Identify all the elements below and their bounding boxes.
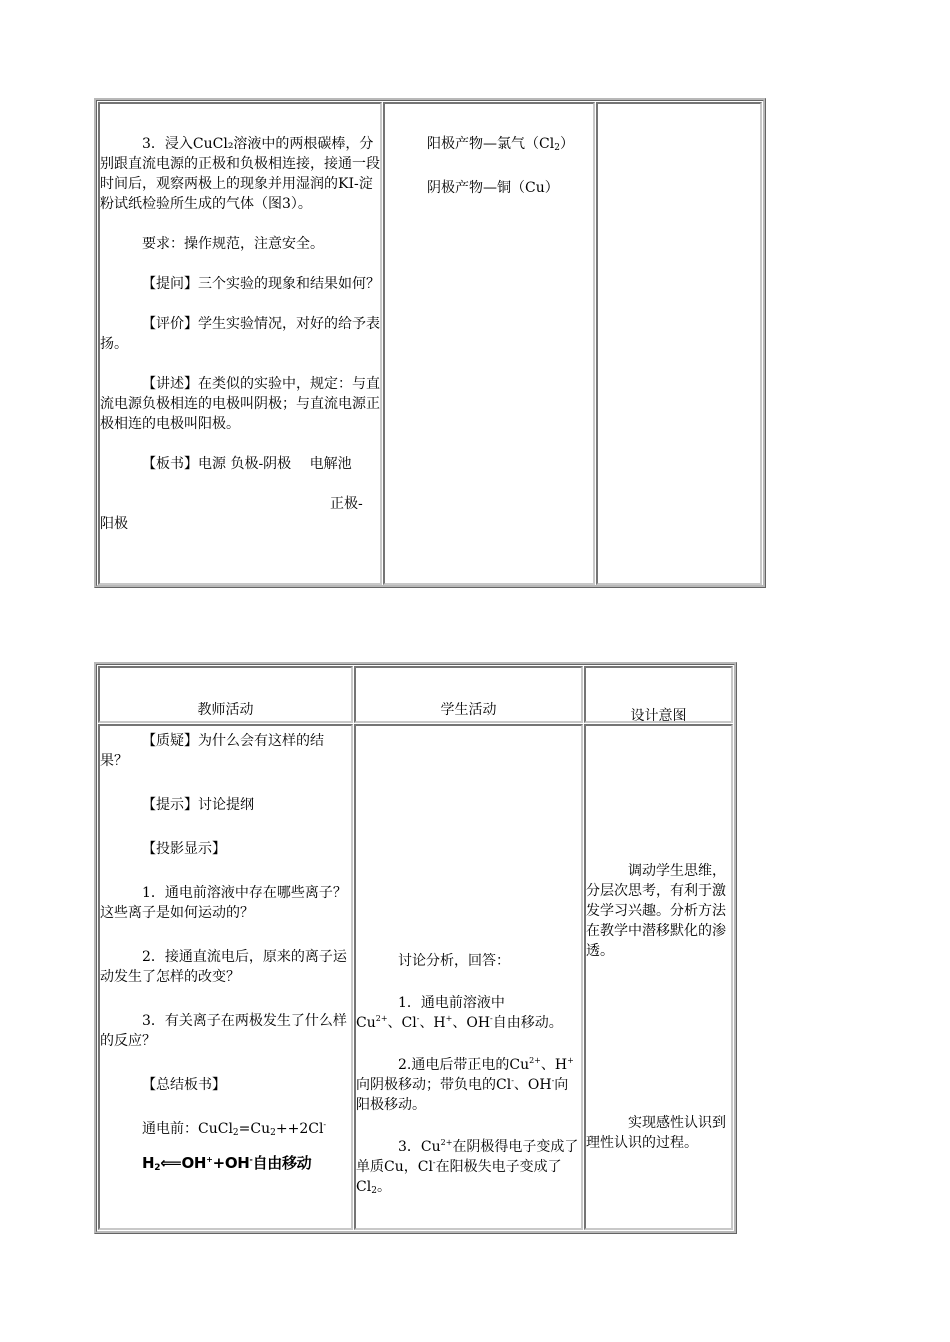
student-activity-cell-2 <box>354 724 583 1230</box>
anode-product: 阳极产物—氯气$(Cl_2)$ <box>427 136 574 153</box>
teacher-activity-cell-2 <box>98 724 353 1230</box>
experiment-3-text: 3．浸入CuCl₂溶液中的两根碳棒，分别跟直流电源的正极和负极相连接，接通一段时间后，观察两极上的现象并用湿润的KI-淀粉试纸检验所生成的气体（图3）。 <box>100 136 380 212</box>
design-intent-cell <box>596 102 762 585</box>
evaluation-text: 【评价】学生实验情况，对好的给予表扬。 <box>100 316 380 352</box>
summary-board-text: 【总结板书】 <box>142 1077 226 1093</box>
hint-text: 【提示】讨论提纲 <box>142 797 254 813</box>
header-intent <box>584 666 733 723</box>
header-teacher-label: 教师活动 <box>197 702 254 718</box>
discussion-intro: 讨论分析，回答： <box>398 953 510 969</box>
answer-3: 3．$Cu^{2+}$在阴极得电子变成了单质Cu，Cl-在阳极失电子变成了$Cl_2$。 <box>356 1138 579 1196</box>
intent-text-2: 实现感性认识到理性认识的过程。 <box>586 1115 726 1151</box>
design-intent-cell-2 <box>584 724 733 1230</box>
header-intent-label: 设计意图 <box>630 708 687 723</box>
answer-1: 1．通电前溶液中 $Cu^{2+}$、Cl-、H+、OH-自由移动。 <box>356 995 563 1031</box>
lesson-table-1 <box>94 98 766 588</box>
water-ionization-formula: $H_2⟸OH^++OH^-$自由移动 <box>142 1154 312 1173</box>
teacher-activity-cell <box>98 102 382 585</box>
header-student <box>354 666 583 723</box>
projection-text: 【投影显示】 <box>142 841 226 857</box>
outline-q2: 2．接通直流电后，原来的离子运动发生了怎样的改变？ <box>100 949 347 985</box>
outline-q1: 1．通电前溶液中存在哪些离子？这些离子是如何运动的？ <box>100 885 347 921</box>
formula-before-power: 通电前：$CuCl_2=Cu_2++2Cl^-$ <box>142 1120 327 1138</box>
board-writing-line2: 正极- <box>330 496 363 512</box>
header-student-label: 学生活动 <box>440 702 497 718</box>
outline-q3: 3．有关离子在两极发生了什么样的反应？ <box>100 1013 347 1049</box>
intent-text-1: 调动学生思维，分层次思考，有利于激发学习兴趣。分析方法在教学中潜移默化的渗透。 <box>586 863 726 959</box>
board-writing-line3: 阳极 <box>100 516 128 532</box>
cathode-product: 阴极产物—铜（Cu） <box>427 180 559 196</box>
question-text: 【提问】三个实验的现象和结果如何？ <box>142 276 380 292</box>
header-teacher <box>98 666 353 723</box>
lesson-table-2 <box>94 662 737 1234</box>
board-writing-line1: 【板书】电源 负极-阴极 电解池 <box>142 456 352 472</box>
requirement-text: 要求：操作规范，注意安全。 <box>142 236 324 252</box>
doubt-text: 【质疑】为什么会有这样的结果？ <box>100 733 324 769</box>
lecture-text: 【讲述】在类似的实验中，规定：与直流电源负极相连的电极叫阴极；与直流电源正极相连的电极叫阳极。 <box>100 376 380 432</box>
answer-2: 2.通电后带正电的$Cu^{2+}$、H+ 向阴极移动；带负电的Cl-、OH-向阳极移动。 <box>356 1056 574 1113</box>
student-activity-cell <box>383 102 595 585</box>
